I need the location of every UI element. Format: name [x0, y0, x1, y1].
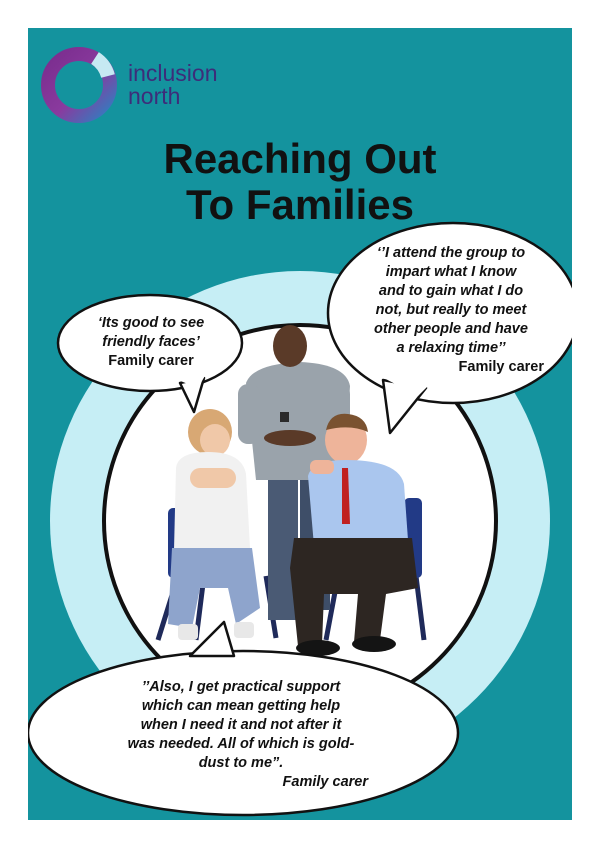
quote-author: Family carer	[282, 774, 368, 790]
quote-line: when I need it and not after it	[140, 717, 342, 733]
brand-line-1: inclusion	[128, 60, 218, 86]
quote-friendly-faces	[66, 314, 236, 371]
quote-line: ’’Also, I get practical support	[141, 679, 341, 695]
quote-line: ‘’I attend the group to	[376, 245, 526, 261]
quote-line: which can mean getting help	[141, 698, 341, 714]
brand-line-2: north	[128, 83, 181, 109]
quote-line: was needed. All of which is gold-	[127, 736, 355, 752]
quote-line: not, but really to meet	[375, 302, 527, 318]
quote-line: a relaxing time’’	[396, 340, 506, 356]
quote-line: other people and have	[374, 321, 528, 337]
quote-author: Family carer	[458, 359, 544, 375]
title-line-2: To Families	[186, 181, 414, 228]
poster	[28, 28, 572, 820]
quote-line: ‘Its good to see	[97, 315, 205, 331]
quote-author: Family carer	[108, 353, 194, 369]
quote-line: dust to me”.	[198, 755, 284, 771]
quote-practical-support	[76, 678, 406, 792]
quote-line: and to gain what I do	[378, 283, 524, 299]
quote-line: impart what I know	[385, 264, 517, 280]
quote-attend-group	[344, 244, 558, 377]
title-line-1: Reaching Out	[163, 135, 437, 182]
quote-line: friendly faces’	[102, 334, 200, 350]
